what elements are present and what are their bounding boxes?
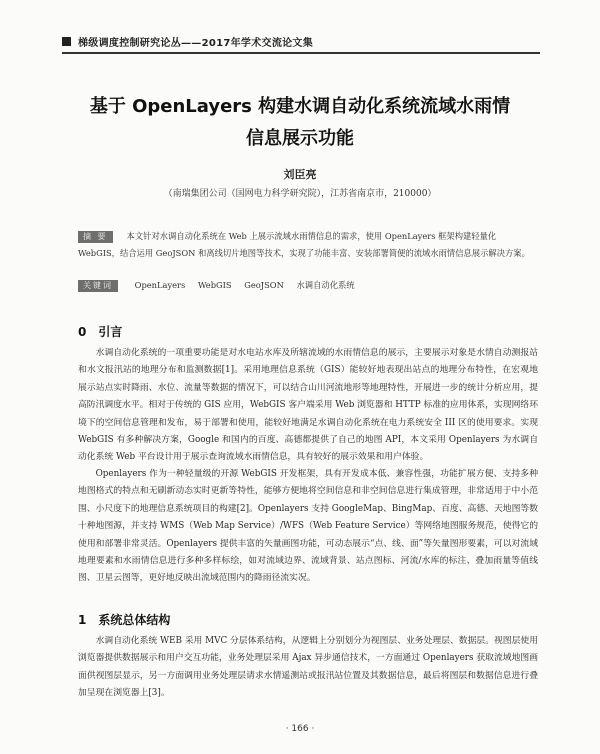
paper-title-line1: 基于 OpenLayers 构建水调自动化系统流域水雨情 [89, 96, 511, 117]
running-head-text: 梯级调度控制研究论丛——2017年学术交流论文集 [78, 38, 314, 49]
header-rule [62, 52, 540, 54]
section-heading-architecture: 1 系统总体结构 [78, 613, 171, 627]
keyword: OpenLayers [134, 280, 186, 290]
keywords [78, 279, 538, 292]
square-bullet-icon [62, 37, 71, 46]
running-head [62, 34, 540, 50]
author-affiliation: （南瑞集团公司（国网电力科学研究院），江苏省南京市，210000） [163, 189, 437, 199]
keyword: WebGIS [197, 280, 232, 290]
abstract-label: 摘 要 [78, 231, 113, 243]
body-paragraph: 水调自动化系统 WEB 采用 MVC 分层体系结构，从逻辑上分别划分为视图层、业务处理层、数据层。视图层使用浏览器提供数据展示和用户交互功能，业务处理层采用 Ajax 异步通信技术，一方面通过 Openlayers 获取流域地图画面供视图层显示，另一方面调用业务处理层请求水情遥测站或报汛站位置及其数据信息，最后将图层和数据信息进行叠加呈现在浏览器上[3]。 [78, 636, 538, 699]
keyword: 水调自动化系统 [296, 280, 355, 290]
body-paragraph: Openlayers 作为一种轻量级的开源 WebGIS 开发框架，具有开发成本低、兼容性强，功能扩展方便、支持多种地图格式的特点和无刷新动态实时更新等特性，能够方便地将空间信息和非空间信息进行集成管理，非常适用于中小范围、小尺度下的地理信息系统项目的构建[2]。Openlayers 支持 GoogleMap、BingMap、百度、高德、天地图等数十种地图源，并支持 WMS（Web Map Service）/WFS（Web Feature Service）等网络地图服务规范，使得它的使用和部署非常灵活。Openlayers 提供丰富的矢量画图功能，可动态展示“点、线、面”等矢量图形要素，可以对流域地理要素和水雨情信息进行多种多样标绘，如对流域边界、流域背景、站点图标、河流/水库的标注、叠加雨量等值线图、卫星云图等，更好地反映出流域范围内的降雨径流实况。 [78, 469, 538, 584]
section-heading-introduction: 0 引言 [78, 325, 123, 339]
keywords-label: 关键词 [78, 280, 118, 292]
paper-title-line2: 信息展示功能 [246, 128, 354, 149]
abstract [78, 228, 538, 262]
author-name: 刘臣亮 [283, 168, 317, 181]
abstract-text: 本文针对水调自动化系统在 Web 上展示流域水雨情信息的需求，使用 OpenLayers 框架构建轻量化 WebGIS，结合运用 GeoJSON 和离线切片地图等技术，实现了功能丰富、安装部署简便的流域水雨情信息展示解决方案。 [78, 231, 530, 258]
body-paragraph: 水调自动化系统的一项重要功能是对水电站水库及所辖流域的水雨情信息的展示，主要展示对象是水情自动测报站和水文报汛站的地理分布和监测数据[1]。采用地理信息系统（GIS）能较好地表现出站点的地理分布特性，在宏观地展示站点实时降雨、水位、流量等数据的情况下，可以结合山川河流地形等地理特性，开展进一步的统计分析应用，提高防汛调度水平。相对于传统的 GIS 应用，WebGIS 客户端采用 Web 浏览器和 HTTP 标准的应用体系，实现网络环境下的空间信息管理和发布，易于部署和使用，能较好地满足水调自动化系统在电力系统安全 III 区的使用要求。实现 WebGIS 有多种解决方案，Google 和国内的百度、高德都提供了自己的地图 API，本文采用 Openlayers 为水调自动化系统 Web 平台设计用于展示查询流域水雨情信息，具有较好的展示效果和用户体验。 [78, 348, 538, 463]
keyword: GeoJSON [244, 280, 284, 290]
page-number: · 166 · [285, 724, 315, 734]
